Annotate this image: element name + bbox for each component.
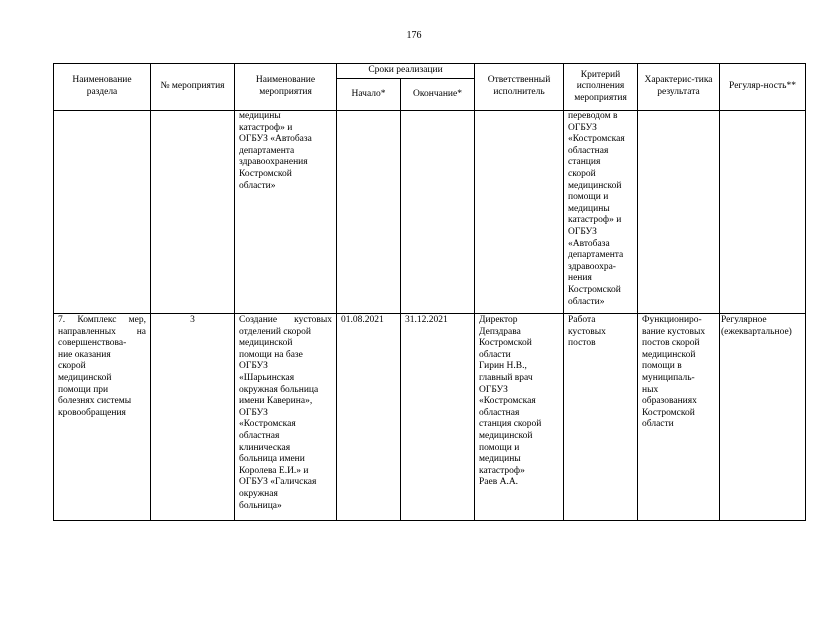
cell-section-name bbox=[54, 111, 151, 314]
header-start: Начало* bbox=[337, 79, 401, 111]
header-measure-no: № мероприятия bbox=[151, 64, 235, 111]
header-criterion: Критерий исполнения мероприятия bbox=[564, 64, 638, 111]
header-result: Характерис-тика результата bbox=[638, 64, 720, 111]
header-timeframe: Сроки реализации bbox=[337, 64, 475, 79]
cell-regularity: Регулярное (ежеквартальное) bbox=[720, 314, 806, 521]
cell-criterion: Работа кустовых постов bbox=[564, 314, 638, 521]
cell-start bbox=[337, 111, 401, 314]
table-row bbox=[54, 314, 806, 521]
measures-table bbox=[53, 63, 806, 521]
header-section-name: Наименование раздела bbox=[54, 64, 151, 111]
cell-measure-name: Создание кустовых отделений скорой медицинской помощи на базе ОГБУЗ «Шарьинская окружная больница имени Каверина», ОГБУЗ «Костромская областная клиническая больница имени Королева Е.И.» и ОГБУЗ «Галичская окружная больница» bbox=[235, 314, 337, 521]
cell-end: 31.12.2021 bbox=[401, 314, 475, 521]
cell-responsible bbox=[475, 111, 564, 314]
header-measure-name: Наименование мероприятия bbox=[235, 64, 337, 111]
cell-measure-no: 3 bbox=[151, 314, 235, 521]
cell-start: 01.08.2021 bbox=[337, 314, 401, 521]
header-responsible: Ответственный исполнитель bbox=[475, 64, 564, 111]
cell-responsible: Директор Депздрава Костромской области Гирин Н.В., главный врач ОГБУЗ «Костромская областная станция скорой медицинской помощи и медицины катастроф» Раев А.А. bbox=[475, 314, 564, 521]
cell-section-name: 7. Комплекс мер, направленных на совершенствова- ние оказания скорой медицинской помощи при болезнях системы кровообращения bbox=[54, 314, 151, 521]
cell-criterion: переводом в ОГБУЗ «Костромская областная станция скорой медицинской помощи и медицины катастроф» и ОГБУЗ «Автобаза департамента здравоохра- нения Костромской области» bbox=[564, 111, 638, 314]
cell-measure-no bbox=[151, 111, 235, 314]
header-regularity: Регуляр-ность** bbox=[720, 64, 806, 111]
header-end: Окончание* bbox=[401, 79, 475, 111]
cell-measure-name: медицины катастроф» и ОГБУЗ «Автобаза департамента здравоохранения Костромской области» bbox=[235, 111, 337, 314]
page-number: 176 bbox=[406, 30, 422, 41]
cell-regularity bbox=[720, 111, 806, 314]
cell-result: Функциониро- вание кустовых постов скорой медицинской помощи в муниципаль- ных образованиях Костромской области bbox=[638, 314, 720, 521]
cell-result bbox=[638, 111, 720, 314]
cell-end bbox=[401, 111, 475, 314]
table-row bbox=[54, 111, 806, 314]
